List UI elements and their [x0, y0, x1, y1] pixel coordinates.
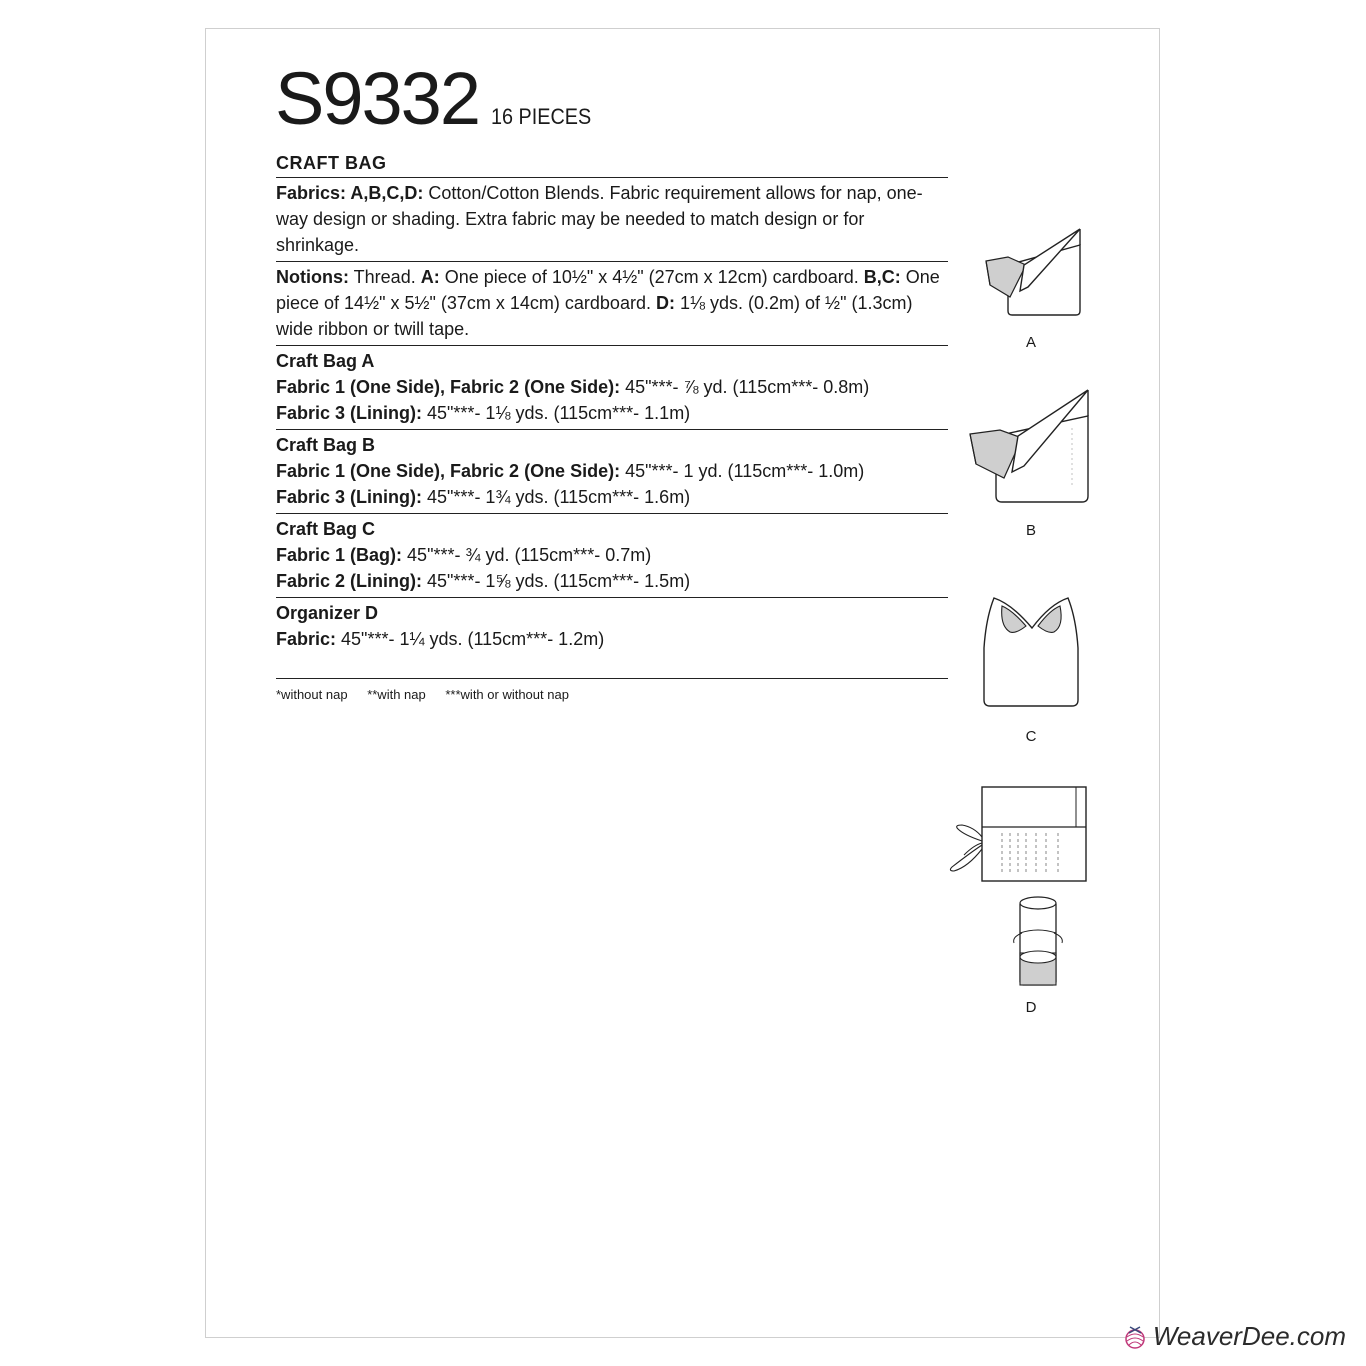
- section-craft-bag-a: [276, 346, 948, 429]
- pattern-header: [275, 57, 603, 140]
- section-title: CRAFT BAG: [276, 153, 387, 173]
- requirements-content: [276, 150, 948, 708]
- fabric-row-label: Fabric:: [276, 629, 337, 649]
- fabric-row-label: Fabric 3 (Lining):: [276, 487, 422, 507]
- watermark-text: WeaverDee.com: [1152, 1321, 1346, 1351]
- craft-bag-c-illustration: [980, 588, 1085, 713]
- notions-a-text: One piece of 10½" x 4½" (27cm x 12cm) cardboard.: [444, 267, 859, 287]
- notions-d-label: D:: [655, 293, 675, 313]
- fabric-row-value: 45"***- 1⅝ yds. (115cm***- 1.5m): [427, 571, 691, 591]
- notions-block: [276, 262, 948, 345]
- fabric-row-value: 45"***- 1 yd. (115cm***- 1.0m): [625, 461, 865, 481]
- section-craft-bag-b: [276, 430, 948, 513]
- craft-bag-a-illustration: [980, 225, 1090, 320]
- fabric-row-label: Fabric 2 (Lining):: [276, 571, 422, 591]
- figure-label-a: A: [1025, 334, 1036, 351]
- fabric-row: [276, 374, 948, 400]
- pattern-number: S9332: [275, 57, 479, 140]
- fabrics-block: [276, 178, 948, 261]
- footnotes: [276, 682, 948, 708]
- fabric-row: [276, 400, 948, 426]
- divider: [276, 678, 948, 679]
- fabric-row-value: 45"***- 1¾ yds. (115cm***- 1.6m): [427, 487, 691, 507]
- craft-bag-b-illustration: [966, 388, 1096, 513]
- notions-bc-label: B,C:: [863, 267, 901, 287]
- section-organizer-d: [276, 598, 948, 678]
- notions-bc-text: One piece of 14½" x 5½" (37cm x 14cm) cardboard.: [276, 267, 940, 313]
- section-heading: Craft Bag A: [276, 351, 375, 371]
- notions-paragraph: [276, 264, 948, 342]
- notions-a-label: A:: [420, 267, 440, 287]
- watermark: [1121, 1321, 1346, 1352]
- fabric-row-label: Fabric 3 (Lining):: [276, 403, 422, 423]
- organizer-d-illustration: [944, 783, 1094, 988]
- section-craft-bag-c: [276, 514, 948, 597]
- fabric-row-value: 45"***- ⅞ yd. (115cm***- 0.8m): [625, 377, 870, 397]
- section-heading: Craft Bag C: [276, 519, 376, 539]
- pieces-count: 16 PIECES: [491, 104, 592, 129]
- footnote: *without nap: [276, 687, 348, 702]
- notions-text: Thread.: [353, 267, 416, 287]
- fabric-row: [276, 568, 948, 594]
- notions-d-text: 1⅛ yds. (0.2m) of ½" (1.3cm) wide ribbon or twill tape.: [276, 293, 913, 339]
- fabric-row: [276, 542, 948, 568]
- fabric-row-label: Fabric 1 (One Side), Fabric 2 (One Side):: [276, 377, 621, 397]
- fabric-row-label: Fabric 1 (One Side), Fabric 2 (One Side):: [276, 461, 621, 481]
- fabric-row: [276, 458, 948, 484]
- footnote: ***with or without nap: [445, 687, 569, 702]
- figure-label-c: C: [1025, 728, 1037, 745]
- notions-label: Notions:: [276, 267, 349, 287]
- footnote: **with nap: [367, 687, 426, 702]
- fabric-row: [276, 626, 948, 652]
- fabric-row-value: 45"***- 1¼ yds. (115cm***- 1.2m): [341, 629, 605, 649]
- fabric-row-value: 45"***- ¾ yd. (115cm***- 0.7m): [407, 545, 652, 565]
- section-heading: Craft Bag B: [276, 435, 376, 455]
- figure-label-b: B: [1025, 522, 1036, 539]
- fabrics-paragraph: [276, 180, 948, 258]
- yarn-ball-icon: [1121, 1325, 1149, 1351]
- fabrics-text: Cotton/Cotton Blends. Fabric requirement allows for nap, one-way design or shading. Extra fabric may be needed to match design or for shrinkage.: [276, 183, 923, 255]
- figure-label-d: D: [1025, 999, 1037, 1016]
- fabric-row: [276, 484, 948, 510]
- fabric-row-value: 45"***- 1⅛ yds. (115cm***- 1.1m): [427, 403, 691, 423]
- fabric-row-label: Fabric 1 (Bag):: [276, 545, 403, 565]
- fabrics-label: Fabrics: A,B,C,D:: [276, 183, 424, 203]
- section-heading: Organizer D: [276, 603, 379, 623]
